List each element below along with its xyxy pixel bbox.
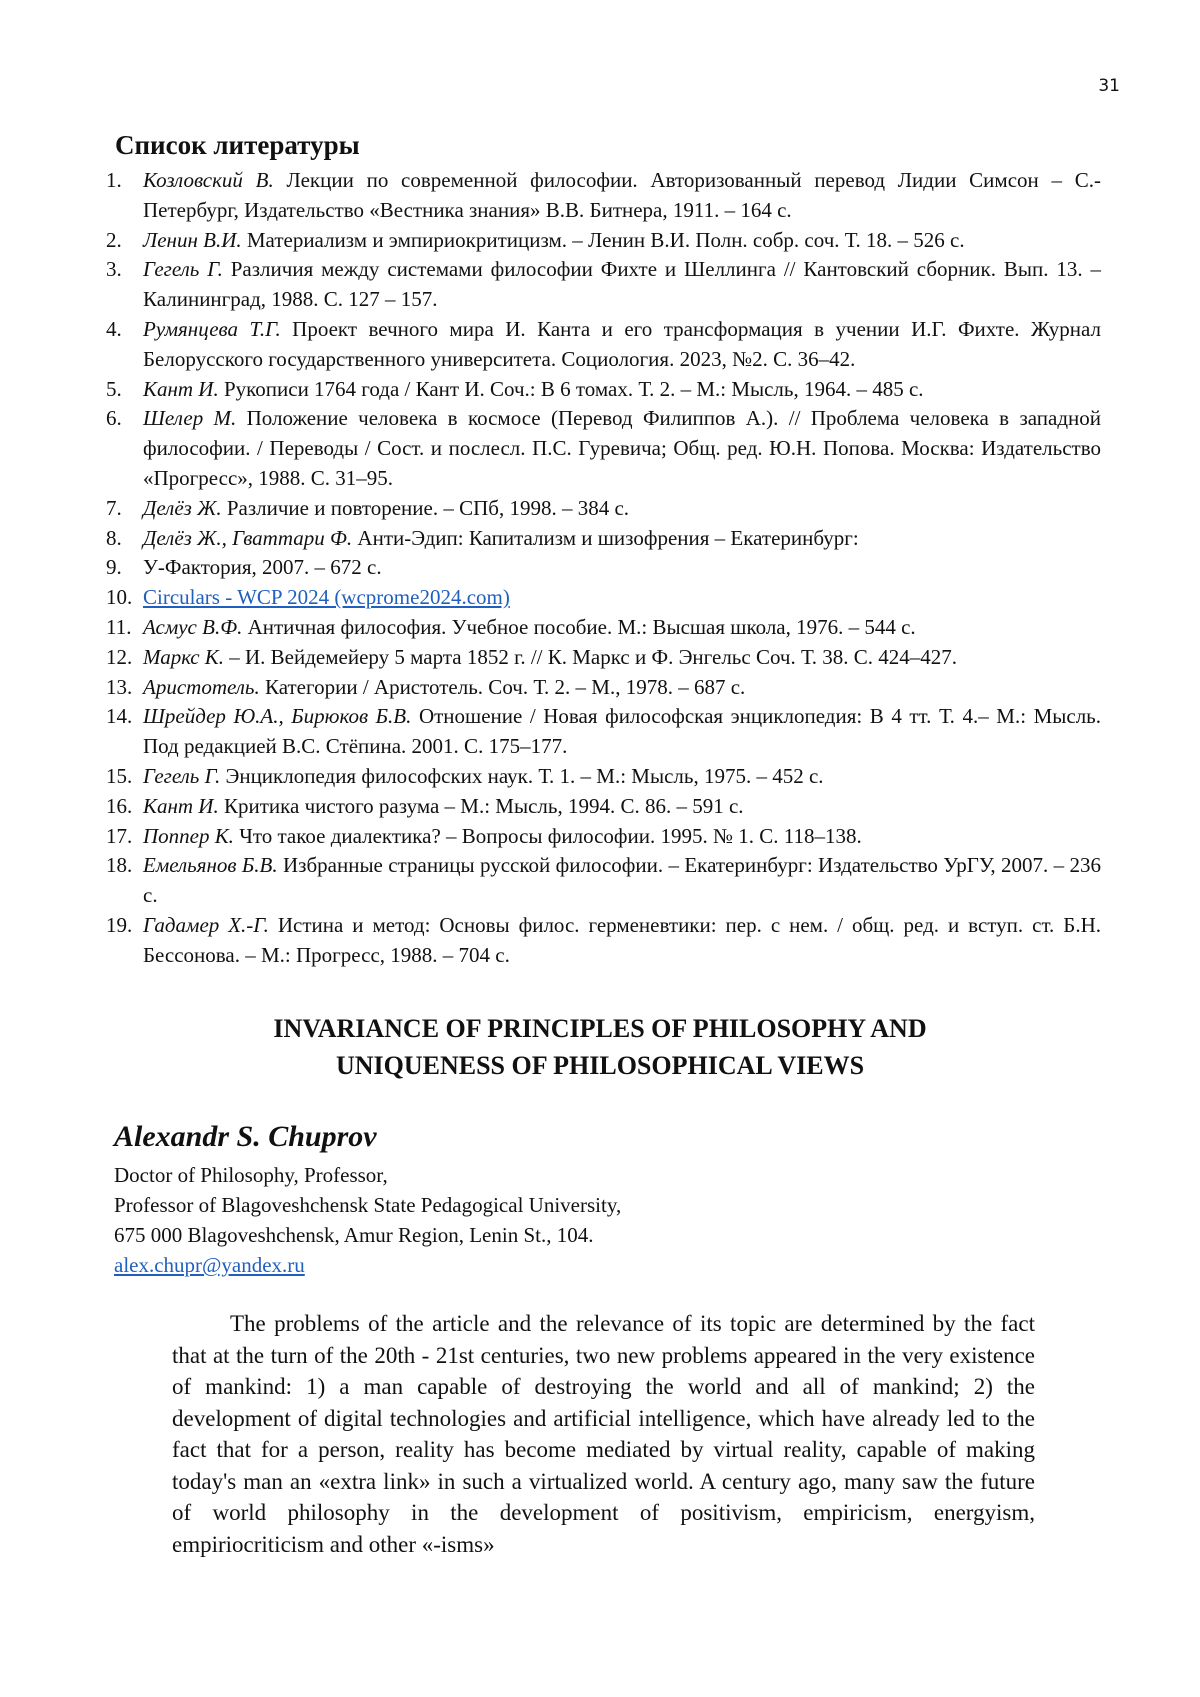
reference-number: 3. (106, 257, 122, 282)
reference-number: 7. (106, 495, 122, 520)
reference-text: Лекции по современной философии. Авторизованный перевод Лидии Симсон – С.-Петербург, Издательство «Вестника знания» В.В. Битнера, 1911. – 164 с. (143, 168, 1101, 222)
reference-author: Гадамер Х.-Г. (143, 912, 269, 937)
reference-item (106, 643, 1101, 673)
reference-text: Рукописи 1764 года / Кант И. Соч.: В 6 томах. Т. 2. – М.: Мысль, 1964. – 485 с. (218, 376, 924, 401)
reference-text: Античная философия. Учебное пособие. М.: Высшая школа, 1976. – 544 с. (242, 614, 916, 639)
references-list (106, 166, 1101, 971)
reference-item (106, 702, 1101, 762)
reference-number: 2. (106, 227, 122, 252)
article-title-line-1: INVARIANCE OF PRINCIPLES OF PHILOSOPHY AND (273, 1014, 927, 1043)
reference-author: Кант И. (143, 793, 219, 818)
reference-item (106, 404, 1101, 493)
reference-item (106, 911, 1101, 971)
reference-item (106, 822, 1101, 852)
reference-text: – И. Вейдемейеру 5 марта 1852 г. // К. Маркс и Ф. Энгельс Соч. Т. 38. С. 424–427. (224, 644, 957, 669)
reference-item (106, 524, 1101, 554)
reference-author: Гегель Г. (143, 257, 223, 282)
reference-number: 18. (106, 853, 133, 878)
reference-number: 15. (106, 763, 133, 788)
reference-text: Анти-Эдип: Капитализм и шизофрения – Екатеринбург: (352, 525, 859, 550)
reference-item (106, 851, 1101, 911)
reference-item (106, 226, 1101, 256)
reference-number: 14. (106, 704, 133, 729)
author-degree: Doctor of Philosophy, Professor, (114, 1163, 388, 1187)
author-affiliation (114, 1160, 814, 1280)
reference-text: Истина и метод: Основы филос. герменевтики: пер. с нем. / общ. ред. и вступ. ст. Б.Н. Бессонова. – М.: Прогресс, 1988. – 704 с. (143, 912, 1101, 967)
reference-author: Кант И. (143, 376, 219, 401)
reference-author: Ленин В.И. (143, 227, 242, 252)
reference-author: Аристотель. (143, 674, 260, 699)
reference-item (106, 494, 1101, 524)
reference-text: Различия между системами философии Фихте и Шеллинга // Кантовский сборник. Вып. 13. – Калининград, 1988. С. 127 – 157. (143, 257, 1101, 312)
reference-text: Что такое диалектика? – Вопросы философии. 1995. № 1. С. 118–138. (233, 823, 862, 848)
reference-author: Делёз Ж., Гваттари Ф. (143, 525, 353, 550)
reference-number: 17. (106, 823, 133, 848)
reference-text: Различие и повторение. – СПб, 1998. – 384 с. (221, 495, 630, 520)
author-name: Alexandr S. Chuprov (114, 1120, 377, 1153)
abstract-paragraph: The problems of the article and the relevance of its topic are determined by the fact that at the turn of the 20th - 21st centuries, two new problems appeared in the very existence of mankind: 1) a man capable of destroying the world and all of mankind; 2) the development of digital technologies and artificial intelligence, which have already led to the fact that for a person, reality has become mediated by virtual reality, capable of making today's man an «extra link» in such a virtualized world. A century ago, many saw the future of world philosophy in the development of positivism, empiricism, energyism, empiriocriticism and other «-isms» (172, 1311, 1035, 1557)
reference-item (106, 613, 1101, 643)
reference-item (106, 583, 1101, 613)
reference-text: Отношение / Новая философская энциклопедия: В 4 тт. Т. 4.– М.: Мысль. Под редакцией В.С. Стёпина. 2001. С. 175–177. (143, 704, 1101, 759)
page-number: 31 (1098, 76, 1120, 96)
author-address: 675 000 Blagoveshchensk, Amur Region, Lenin St., 104. (114, 1223, 594, 1247)
reference-author: Делёз Ж. (143, 495, 222, 520)
reference-author: Гегель Г. (143, 763, 221, 788)
reference-number: 6. (106, 406, 122, 431)
reference-text: У-Фактория, 2007. – 672 с. (143, 555, 382, 580)
reference-number: 5. (106, 376, 122, 401)
reference-number: 10. (106, 585, 133, 610)
reference-item (106, 375, 1101, 405)
reference-author: Емельянов Б.В. (143, 853, 278, 878)
reference-text: Материализм и эмпириокритицизм. – Ленин В.И. Полн. собр. соч. Т. 18. – 526 с. (241, 227, 965, 252)
reference-text: Избранные страницы русской философии. – Екатеринбург: Издательство УрГУ, 2007. – 236 с. (143, 853, 1101, 908)
reference-number: 4. (106, 316, 122, 341)
reference-number: 12. (106, 644, 133, 669)
reference-item (106, 673, 1101, 703)
author-email-link[interactable]: alex.chupr@yandex.ru (114, 1253, 305, 1277)
reference-number: 19. (106, 912, 133, 937)
reference-item (106, 255, 1101, 315)
reference-text: Энциклопедия философских наук. Т. 1. – М.: Мысль, 1975. – 452 с. (220, 763, 824, 788)
references-heading: Список литературы (115, 130, 360, 160)
article-title-line-2: UNIQUENESS OF PHILOSOPHICAL VIEWS (335, 1051, 865, 1080)
reference-link[interactable]: Circulars - WCP 2024 (wcprome2024.com) (143, 585, 510, 610)
reference-text: Категории / Аристотель. Соч. Т. 2. – М., 1978. – 687 с. (259, 674, 746, 699)
reference-author: Маркс К. (143, 644, 224, 669)
reference-author: Шрейдер Ю.А., Бирюков Б.В. (143, 704, 412, 729)
reference-item (106, 315, 1101, 375)
reference-author: Шелер М. (143, 406, 237, 431)
reference-author: Козловский В. (143, 168, 274, 192)
reference-author: Поппер К. (143, 823, 234, 848)
reference-item (106, 792, 1101, 822)
reference-text: Положение человека в космосе (Перевод Филиппов А.). // Проблема человека в западной философии. / Переводы / Сост. и послесл. П.С. Гуревича; Общ. ред. Ю.Н. Попова. Москва: Издательство «Прогресс», 1988. С. 31–95. (143, 406, 1101, 490)
article-title (100, 1010, 1100, 1084)
reference-author: Асмус В.Ф. (143, 614, 243, 639)
reference-number: 11. (106, 614, 132, 639)
reference-text: Критика чистого разума – М.: Мысль, 1994. С. 86. – 591 с. (218, 793, 744, 818)
reference-number: 1. (106, 168, 122, 192)
reference-number: 9. (106, 555, 122, 580)
reference-number: 13. (106, 674, 133, 699)
reference-item (106, 553, 1101, 583)
reference-text: Проект вечного мира И. Канта и его трансформация в учении И.Г. Фихте. Журнал Белорусского государственного университета. Социология. 2023, №2. С. 36–42. (143, 316, 1102, 371)
reference-item (106, 166, 1101, 226)
reference-number: 16. (106, 793, 133, 818)
reference-item (106, 762, 1101, 792)
reference-number: 8. (106, 525, 122, 550)
author-position: Professor of Blagoveshchensk State Pedagogical University, (114, 1193, 622, 1217)
reference-author: Румянцева Т.Г. (143, 316, 281, 341)
